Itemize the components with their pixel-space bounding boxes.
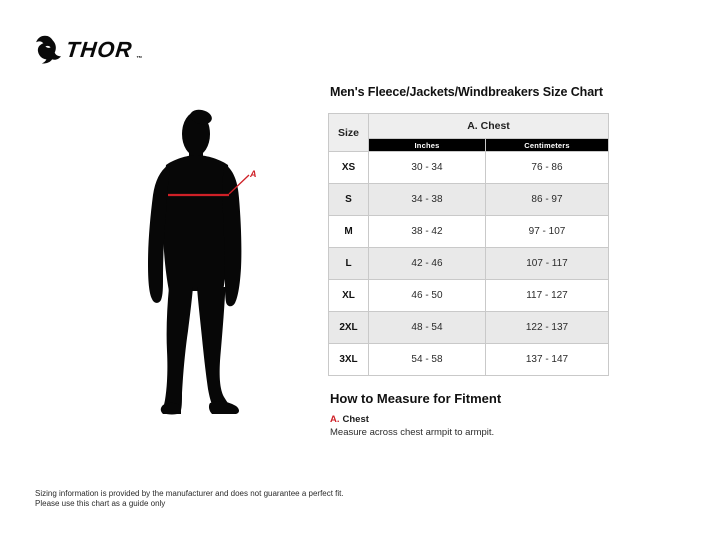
size-chart-table [328, 113, 609, 376]
table-row [329, 312, 609, 344]
centimeters-cell: 122 - 137 [486, 312, 609, 344]
chest-group-header: A. Chest [369, 114, 609, 139]
measurement-description: Measure across chest armpit to armpit. [330, 427, 495, 438]
chest-annotation-label: A [250, 169, 257, 179]
inches-cell: 34 - 38 [369, 184, 486, 216]
centimeters-cell: 97 - 107 [486, 216, 609, 248]
size-chart-title: Men's Fleece/Jackets/Windbreakers Size Chart [330, 85, 603, 99]
centimeters-cell: 117 - 127 [486, 280, 609, 312]
table-row [329, 216, 609, 248]
trademark-symbol: ™ [136, 56, 143, 62]
inches-cell: 38 - 42 [369, 216, 486, 248]
table-row [329, 152, 609, 184]
centimeters-cell: 76 - 86 [486, 152, 609, 184]
brand-logo [35, 35, 142, 64]
centimeters-cell: 86 - 97 [486, 184, 609, 216]
size-column-header: Size [329, 114, 369, 152]
disclaimer-line-1: Sizing information is provided by the manufacturer and does not guarantee a perfect fit. [35, 489, 344, 498]
thor-helmet-icon [35, 35, 62, 64]
centimeters-unit-header: Centimeters [486, 139, 609, 152]
centimeters-cell: 107 - 117 [486, 248, 609, 280]
size-cell: M [329, 216, 369, 248]
inches-cell: 42 - 46 [369, 248, 486, 280]
sizing-disclaimer [35, 489, 344, 509]
table-row [329, 248, 609, 280]
centimeters-cell: 137 - 147 [486, 344, 609, 376]
inches-cell: 54 - 58 [369, 344, 486, 376]
disclaimer-line-2: Please use this chart as a guide only [35, 499, 166, 508]
table-row [329, 344, 609, 376]
inches-cell: 48 - 54 [369, 312, 486, 344]
inches-cell: 30 - 34 [369, 152, 486, 184]
how-to-measure-heading: How to Measure for Fitment [330, 391, 502, 406]
male-silhouette-figure [130, 103, 280, 423]
size-cell: XL [329, 280, 369, 312]
size-cell: S [329, 184, 369, 216]
size-cell: XS [329, 152, 369, 184]
inches-cell: 46 - 50 [369, 280, 486, 312]
inches-unit-header: Inches [369, 139, 486, 152]
table-row [329, 280, 609, 312]
silhouette-body [148, 108, 241, 415]
table-row [329, 184, 609, 216]
brand-name: THOR [64, 36, 134, 62]
size-cell: L [329, 248, 369, 280]
size-cell: 3XL [329, 344, 369, 376]
size-cell: 2XL [329, 312, 369, 344]
measurement-key-line [330, 414, 369, 425]
measurement-name: Chest [342, 414, 369, 425]
measurement-key: A. [330, 414, 340, 425]
